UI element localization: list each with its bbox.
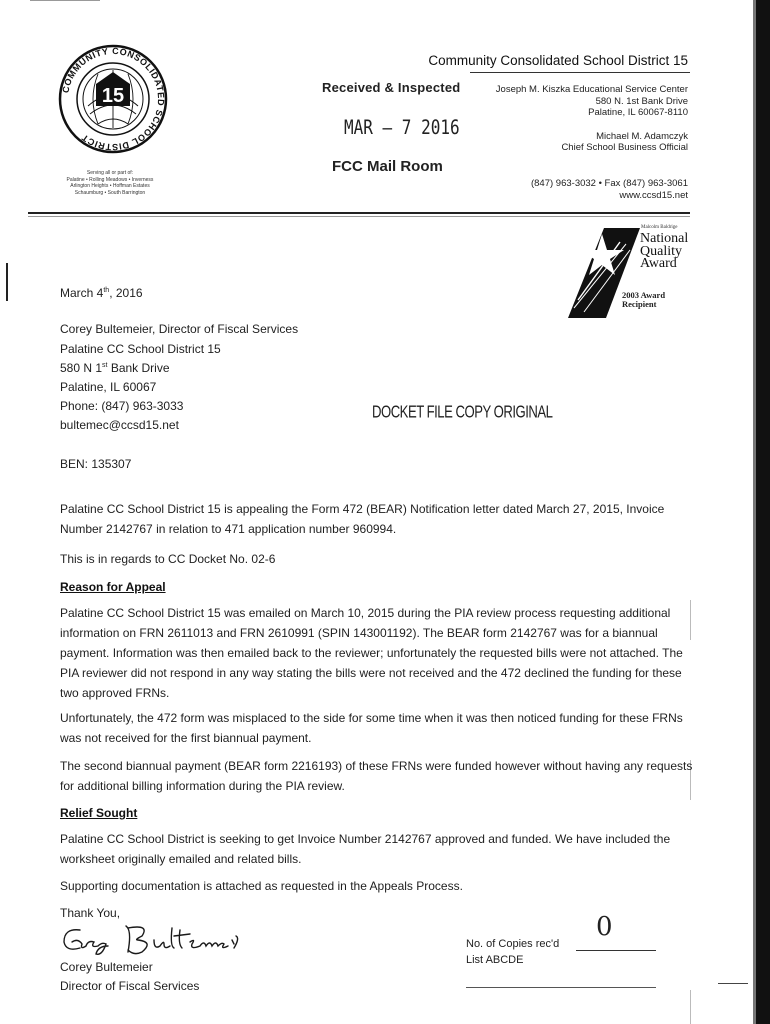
copies-received-value: 0 [596,912,613,942]
received-stamp-date: MAR – 7 2016 [344,116,460,139]
intro-paragraph: Palatine CC School District 15 is appealing the Form 472 (BEAR) Notification letter dated March 27, 2015, Invoice Number 2142767 in relation to 471 application number 960994. [60,502,665,536]
sender-street-number: 580 N 1 [60,361,103,375]
relief-heading: Relief Sought [60,806,138,820]
sender-street [60,361,170,375]
award-year-line: Recipient [622,299,657,309]
phone-fax: (847) 963-3032 • Fax (847) 963-3061 [530,178,688,189]
serving-communities [30,170,190,196]
scan-edge-shadow [753,0,756,1024]
office-street: 580 N. 1st Bank Drive [595,96,688,107]
handwritten-signature [58,916,248,962]
award-title-line: Award [640,256,677,271]
relief-paragraph: Palatine CC School District is seeking to get Invoice Number 2142767 approved and funded. We have included the worksheet originally emailed and related bills. [60,832,671,866]
reason-heading: Reason for Appeal [60,580,166,594]
scan-margin-mark [6,263,8,301]
sender-name-title: Corey Bultemeier, Director of Fiscal Services [60,322,299,336]
scan-edge [756,0,770,1024]
seal-number: 15 [101,85,125,107]
header-divider [28,212,690,214]
signer-name: Corey Bultemeier [60,960,153,974]
header-divider-thin [28,216,690,217]
serving-line: Serving all or part of: [86,170,134,176]
serving-line: Palatine • Rolling Meadows • Inverness [66,176,154,183]
website: www.ccsd15.net [619,190,688,201]
official-title: Chief School Business Official [561,142,688,153]
letter-date-year: , 2016 [109,286,143,300]
award-year [622,291,665,309]
letter-date-day: March 4 [60,286,104,300]
district-seal-logo [58,44,168,154]
closing: Thank You, [60,906,121,920]
reason-paragraph-1: Palatine CC School District 15 was emailed on March 10, 2015 during the PIA review process requesting additional information on FRN 2611013 and FRN 2610991 (SPIN 143001192). The BEAR form 2142767 was for a biannual payment. Information was then emailed back to the reviewer; unfortunately the requested bills were not attached. The PIA reviewer did not respond in any way stating the bills were not received and the 472 declined the funding for these two approved FRNs. [60,606,683,700]
sender-org: Palatine CC School District 15 [60,342,221,356]
scan-speck [30,0,100,1]
serving-line: Arlington Heights • Hoffman Estates [70,183,150,189]
docket-reference: This is in regards to CC Docket No. 02-6 [60,552,276,566]
scan-faint-mark [690,990,691,1024]
office-city: Palatine, IL 60067-8110 [588,107,688,118]
sender-phone: Phone: (847) 963-3033 [60,399,184,413]
ben-number: BEN: 135307 [60,457,132,471]
award-title-line: Quality [640,243,682,259]
award-title [640,233,688,271]
letter-date [60,286,143,300]
sender-street-name: Bank Drive [107,361,170,375]
office-name: Joseph M. Kiszka Educational Service Center [495,84,688,95]
award-year-line: 2003 Award [622,290,666,300]
letter-date-suffix: th [103,287,110,294]
reason-paragraph-3: The second biannual payment (BEAR form 2216193) of these FRNs were funded however without having any requests for additional billing information during the PIA review. [60,759,693,793]
copies-received-rule [576,950,656,951]
sender-street-suffix: st [102,362,108,369]
district-name: Community Consolidated School District 15 [428,53,688,68]
award-title-line: National [640,231,689,246]
title-rule [470,72,690,73]
award-sponsor: Malcolm Baldrige [641,225,678,230]
serving-line: Schaumburg • South Barrington [74,189,146,196]
reason-paragraph-2: Unfortunately, the 472 form was misplaced to the side for some time when it was then noticed funding for these FRNs was not received for the first biannual payment. [60,711,683,745]
list-rule [466,987,656,988]
received-stamp: Received & Inspected [322,80,461,95]
signer-title: Director of Fiscal Services [60,979,200,993]
copies-received-label: No. of Copies rec'd [466,938,560,950]
scan-dash-mark [718,983,748,984]
docket-stamp: DOCKET FILE COPY ORIGINAL [372,403,553,423]
supporting-docs-note: Supporting documentation is attached as requested in the Appeals Process. [60,879,463,893]
sender-city: Palatine, IL 60067 [60,380,157,394]
mailroom-stamp: FCC Mail Room [332,158,443,175]
official-name: Michael M. Adamczyk [596,131,688,142]
seal-ring-text: COMMUNITY CONSOLIDATED SCHOOL DISTRICT [60,45,167,153]
sender-email: bultemec@ccsd15.net [60,418,179,432]
list-label: List ABCDE [466,954,524,966]
